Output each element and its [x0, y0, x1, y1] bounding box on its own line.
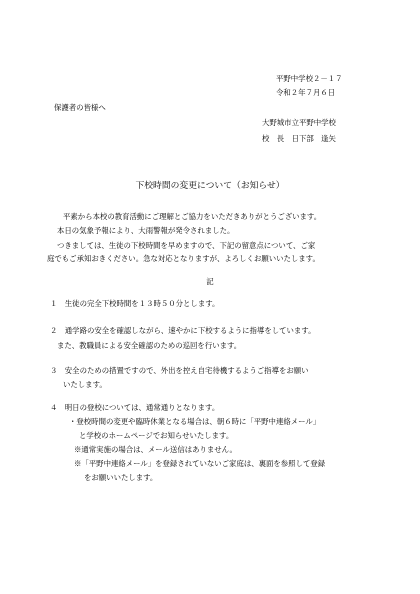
item-4-line-1: ４ 明日の登校については、通常通りとなります。: [50, 403, 220, 412]
document-title: 下校時間の変更について（お知らせ）: [135, 181, 285, 191]
item-2-line-2: また、教職員による安全確認のための巡回を行います。: [57, 341, 242, 350]
body-paragraph-line-4: 庭でもご承知おきください。急な対応となりますが、よろしくお願いいたします。: [47, 254, 320, 263]
recipient-line: 保護者の皆様へ: [54, 103, 106, 112]
item-4-note-2-line-2: をお願いいたします。: [84, 473, 158, 482]
sender-school: 大野城市立平野中学校: [262, 118, 336, 127]
sender-principal: 校 長 日下部 逢矢: [262, 134, 336, 143]
item-3-line-2: いたします。: [63, 380, 107, 389]
item-2-line-1: ２ 通学路の安全を確認しながら、速やかに下校するように指導をしています。: [50, 326, 316, 335]
item-4-bullet-line-1: ・登校時間の変更や臨時休業となる場合は、朝６時に「平野中連絡メール」: [69, 417, 321, 426]
body-paragraph-line-2: 本日の気象予報により、大雨警報が発令されました。: [57, 226, 235, 235]
item-4-note-1: ※通常実施の場合は、メール送信はありません。: [74, 445, 237, 454]
item-4-bullet-line-2: と学校のホームページでお知らせいたします。: [79, 431, 234, 440]
item-4-note-2-line-1: ※「平野中連絡メール」を登録されていないご家庭は、裏面を参照して登録: [74, 459, 326, 468]
body-paragraph-line-1: 平素から本校の教育活動にご理解とご協力をいただきありがとうございます。: [63, 212, 322, 221]
document-date: 令和２年７月６日: [276, 88, 336, 97]
document-number: 平野中学校２－１７: [276, 74, 343, 83]
item-3-line-1: ３ 安全のための措置ですので、外出を控え自宅待機するようご指導をお願い: [50, 366, 309, 375]
ki-heading: 記: [206, 277, 214, 286]
item-1-line-1: １ 生徒の完全下校時間を１３時５０分とします。: [50, 299, 220, 308]
body-paragraph-line-3: つきましては、生徒の下校時間を早めますので、下記の留意点について、ご家: [57, 241, 316, 250]
